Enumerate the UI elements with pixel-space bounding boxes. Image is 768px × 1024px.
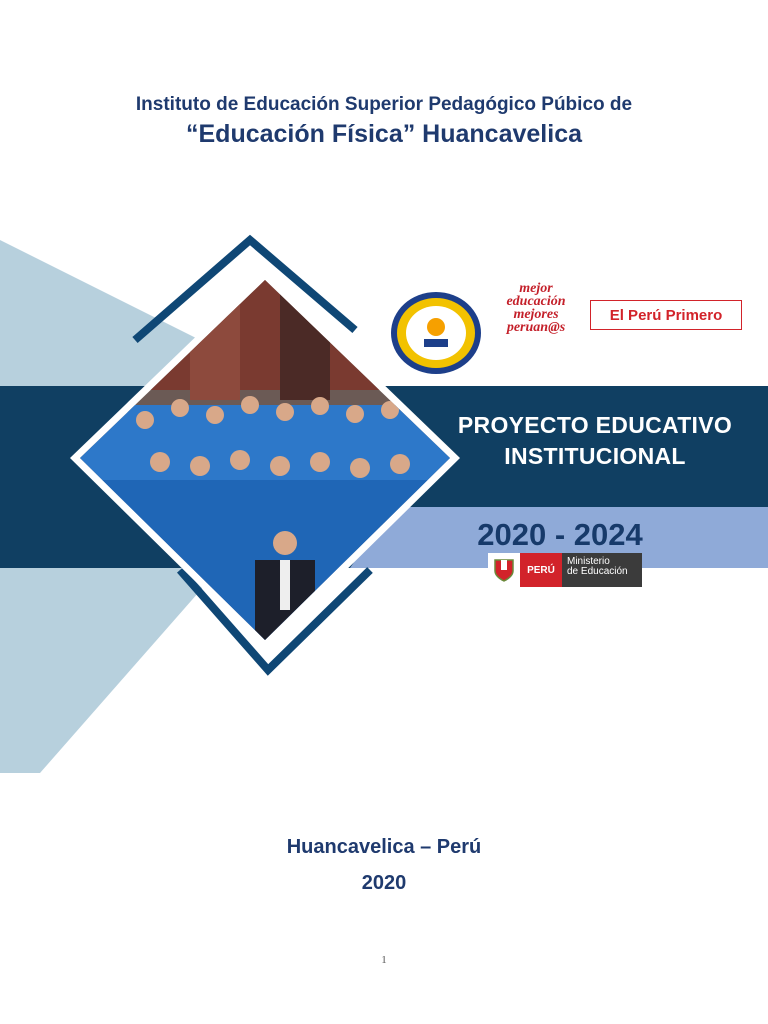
years-range: 2020 - 2024 [477, 517, 643, 552]
peru-primero-text: El Perú Primero [609, 306, 723, 324]
slogan-word: peruan@s [506, 320, 566, 335]
title-line-1: PROYECTO EDUCATIVO [457, 412, 733, 438]
peru-primero-logo [590, 300, 742, 330]
coat-of-arms-icon [488, 553, 520, 587]
slogan-word: mejor [519, 281, 553, 296]
page-number: 1 [381, 954, 387, 966]
minedu-logo [488, 553, 642, 587]
place-text: Huancavelica – Perú [286, 836, 482, 858]
slogan-logo [496, 282, 576, 334]
institute-seal-logo [390, 291, 482, 375]
title-line-2: INSTITUCIONAL [504, 443, 686, 469]
slogan-word: mejores [513, 307, 559, 322]
minedu-country: PERÚ [520, 553, 562, 587]
ministry-line-1: Ministerio [567, 556, 610, 567]
project-title [430, 410, 760, 472]
year-text: 2020 [361, 872, 407, 894]
institution-line-2: “Educación Física” Huancavelica [186, 120, 582, 148]
ministry-line-2: de Educación [567, 566, 628, 577]
slogan-word: educación [506, 294, 566, 309]
institution-line-1: Instituto de Educación Superior Pedagógico Púbico de [135, 94, 633, 115]
minedu-ministry [562, 553, 642, 587]
